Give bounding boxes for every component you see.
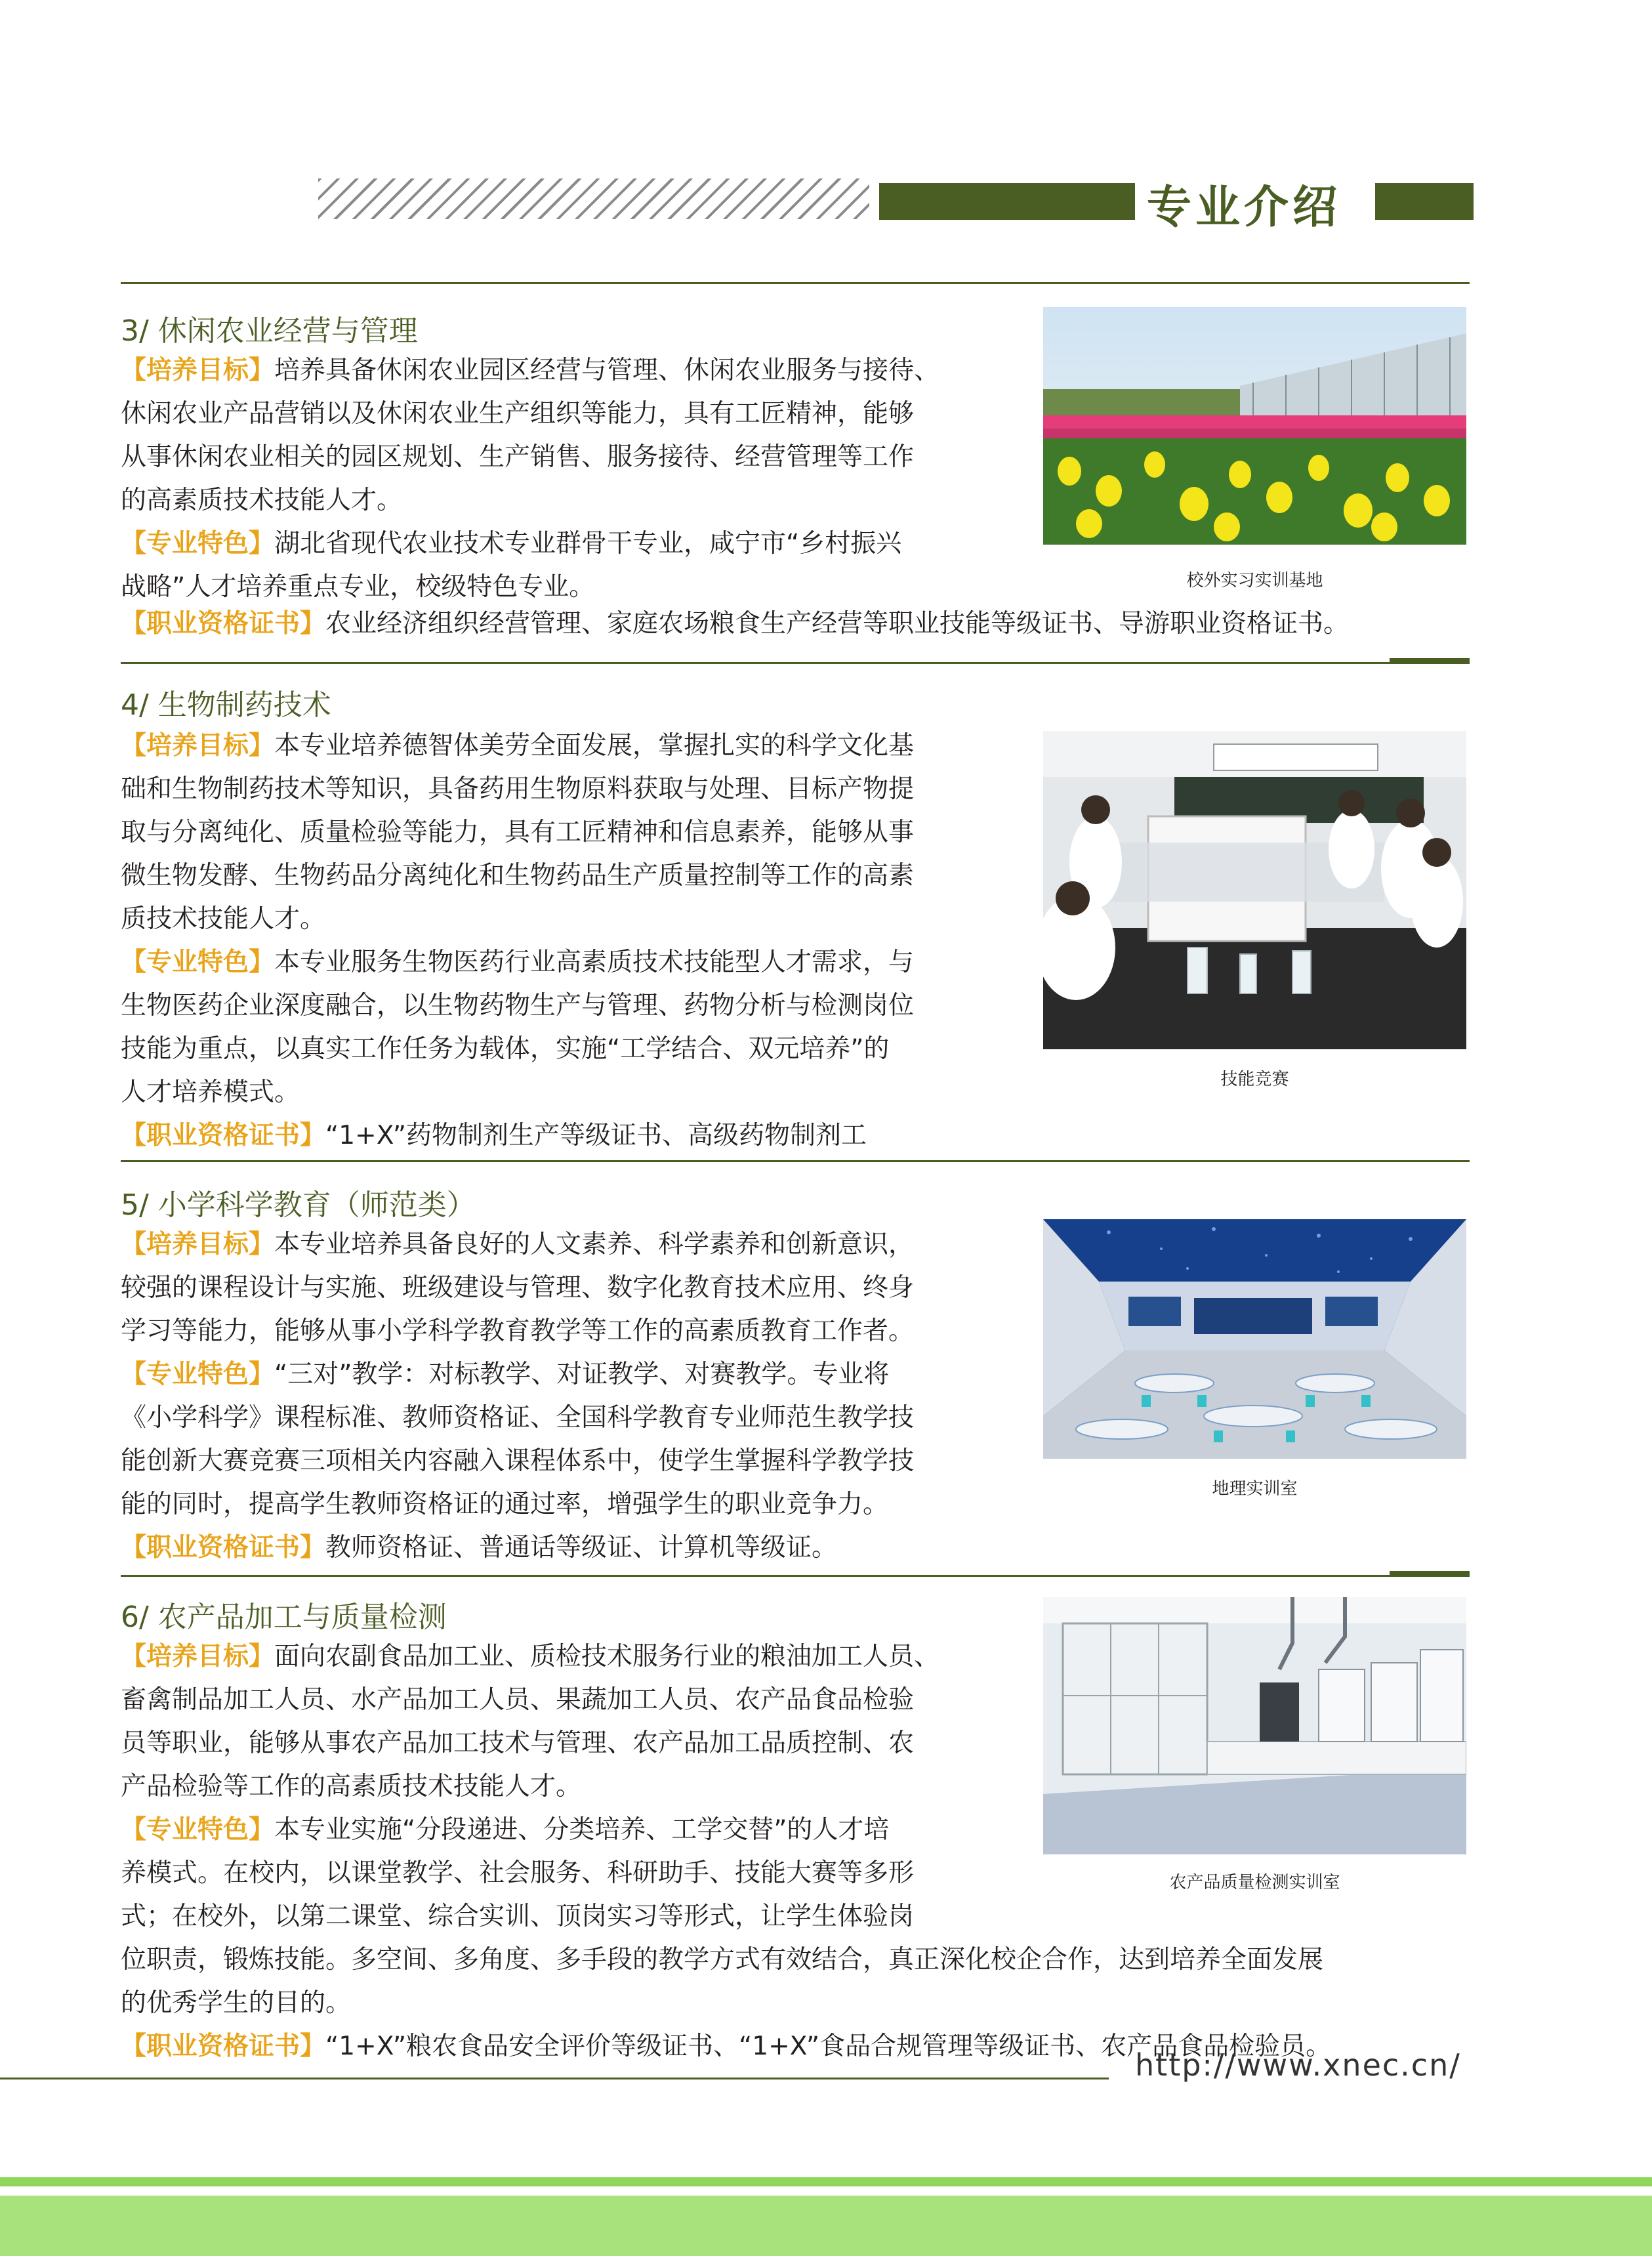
goal-text: 取与分离纯化、质量检验等能力，具有工匠精神和信息素养，能够从事 — [121, 818, 915, 847]
goal-text: 较强的课程设计与实施、班级建设与管理、数字化教育技术应用、终身 — [121, 1273, 915, 1303]
section-body — [121, 1223, 1039, 1570]
photo-tulip-field — [1043, 307, 1466, 545]
section-divider — [121, 1160, 1470, 1162]
cert-tag: 【职业资格证书】 — [121, 2032, 326, 2061]
feature-text: “三对”教学：对标教学、对证教学、对赛教学。专业将 — [274, 1360, 890, 1389]
section-divider — [121, 282, 1470, 284]
section-divider — [121, 1575, 1470, 1577]
goal-text: 本专业培养德智体美劳全面发展，掌握扎实的科学文化基 — [274, 731, 915, 761]
header-hatch-decoration — [318, 178, 869, 219]
goal-text: 面向农副食品加工业、质检技术服务行业的粮油加工人员、 — [274, 1642, 940, 1671]
feature-text: 能创新大赛竞赛三项相关内容融入课程体系中，使学生掌握科学教学技 — [121, 1446, 915, 1476]
feature-tag: 【专业特色】 — [121, 948, 275, 977]
goal-text: 畜禽制品加工人员、水产品加工人员、果蔬加工人员、农产品食品检验 — [121, 1685, 915, 1715]
feature-text: 战略”人才培养重点专业，校级特色专业。 — [121, 572, 595, 602]
goal-text: 的高素质技术技能人才。 — [121, 486, 403, 515]
cert-tag: 【职业资格证书】 — [121, 609, 326, 638]
section-title: 4/ 生物制药技术 — [121, 688, 331, 722]
feature-text: 式；在校外，以第二课堂、综合实训、顶岗实习等形式，让学生体验岗 — [121, 1902, 915, 1931]
goal-text: 本专业培养具备良好的人文素养、科学素养和创新意识， — [274, 1230, 915, 1259]
goal-text: 产品检验等工作的高素质技术技能人才。 — [121, 1772, 582, 1801]
photo-quality-testing-lab — [1043, 1597, 1466, 1854]
section-divider — [121, 662, 1470, 664]
goal-text: 质技术技能人才。 — [121, 904, 326, 934]
feature-text: 人才培养模式。 — [121, 1077, 300, 1107]
goal-text: 休闲农业产品营销以及休闲农业生产组织等能力，具有工匠精神，能够 — [121, 399, 915, 428]
photo-caption: 地理实训室 — [1212, 1479, 1298, 1499]
section-title: 6/ 农产品加工与质量检测 — [121, 1600, 447, 1634]
footer-stripe — [0, 2177, 1652, 2186]
feature-text: 位职责，锻炼技能。多空间、多角度、多手段的教学方式有效结合，真正深化校企合作，达到培养全面发展 — [121, 1945, 1324, 1974]
cert-line — [121, 602, 1498, 646]
feature-text: 的优秀学生的目的。 — [121, 1988, 352, 2018]
section-body — [121, 1635, 1039, 1938]
goal-text: 学习等能力，能够从事小学科学教育教学等工作的高素质教育工作者。 — [121, 1316, 915, 1346]
footer-url-link[interactable]: http://www.xnec.cn/ — [1135, 2047, 1461, 2083]
feature-tag: 【专业特色】 — [121, 1815, 275, 1845]
goal-text: 培养具备休闲农业园区经营与管理、休闲农业服务与接待、 — [274, 356, 940, 385]
header-bar-left — [879, 183, 1135, 220]
goal-text: 员等职业，能够从事农产品加工技术与管理、农产品加工品质控制、农 — [121, 1728, 915, 1758]
goal-tag: 【培养目标】 — [121, 356, 275, 385]
feature-text: 生物医药企业深度融合，以生物药物生产与管理、药物分析与检测岗位 — [121, 991, 915, 1020]
cert-text: 农业经济组织经营管理、家庭农场粮食生产经营等职业技能等级证书、导游职业资格证书。 — [325, 609, 1350, 638]
cert-text: 教师资格证、普通话等级证、计算机等级证。 — [325, 1533, 838, 1562]
section-body — [121, 349, 1039, 609]
goal-tag: 【培养目标】 — [121, 1642, 275, 1671]
photo-caption: 技能竞赛 — [1220, 1070, 1289, 1089]
photo-caption: 农产品质量检测实训室 — [1169, 1873, 1340, 1892]
goal-text: 从事休闲农业相关的园区规划、生产销售、服务接待、经营管理等工作 — [121, 442, 915, 472]
feature-tag: 【专业特色】 — [121, 1360, 275, 1389]
feature-text: 湖北省现代农业技术专业群骨干专业，咸宁市“乡村振兴 — [274, 529, 902, 558]
cert-text: “1+X”药物制剂生产等级证书、高级药物制剂工 — [325, 1121, 867, 1150]
section-title: 5/ 小学科学教育（师范类） — [121, 1188, 476, 1222]
photo-lab-competition — [1043, 731, 1466, 1049]
section-title: 3/ 休闲农业经营与管理 — [121, 314, 418, 348]
goal-text: 微生物发酵、生物药品分离纯化和生物药品生产质量控制等工作的高素 — [121, 861, 915, 890]
page-title: 专业介绍 — [1147, 182, 1342, 234]
photo-caption: 校外实习实训基地 — [1186, 571, 1323, 591]
section-body — [121, 724, 1039, 1158]
feature-text: 《小学科学》课程标准、教师资格证、全国科学教育专业师范生教学技 — [121, 1403, 915, 1432]
feature-text: 能的同时，提高学生教师资格证的通过率，增强学生的职业竞争力。 — [121, 1490, 889, 1519]
photo-geography-lab — [1043, 1219, 1466, 1459]
goal-tag: 【培养目标】 — [121, 1230, 275, 1259]
cert-tag: 【职业资格证书】 — [121, 1533, 326, 1562]
cert-text: “1+X”粮农食品安全评价等级证书、“1+X”食品合规管理等级证书、农产品食品检验员。 — [325, 2032, 1332, 2061]
feature-text: 养模式。在校内，以课堂教学、社会服务、科研助手、技能大赛等多形 — [121, 1858, 915, 1888]
cert-tag: 【职业资格证书】 — [121, 1121, 326, 1150]
header-bar-right — [1375, 183, 1474, 220]
feature-text: 本专业实施“分段递进、分类培养、工学交替”的人才培 — [274, 1815, 890, 1845]
feature-text: 本专业服务生物医药行业高素质技术技能型人才需求，与 — [274, 948, 915, 977]
goal-tag: 【培养目标】 — [121, 731, 275, 761]
footer-divider — [0, 2078, 1109, 2079]
feature-tag: 【专业特色】 — [121, 529, 275, 558]
feature-text: 技能为重点，以真实工作任务为载体，实施“工学结合、双元培养”的 — [121, 1034, 890, 1064]
footer-band — [0, 2196, 1652, 2256]
goal-text: 础和生物制药技术等知识，具备药用生物原料获取与处理、目标产物提 — [121, 774, 915, 804]
